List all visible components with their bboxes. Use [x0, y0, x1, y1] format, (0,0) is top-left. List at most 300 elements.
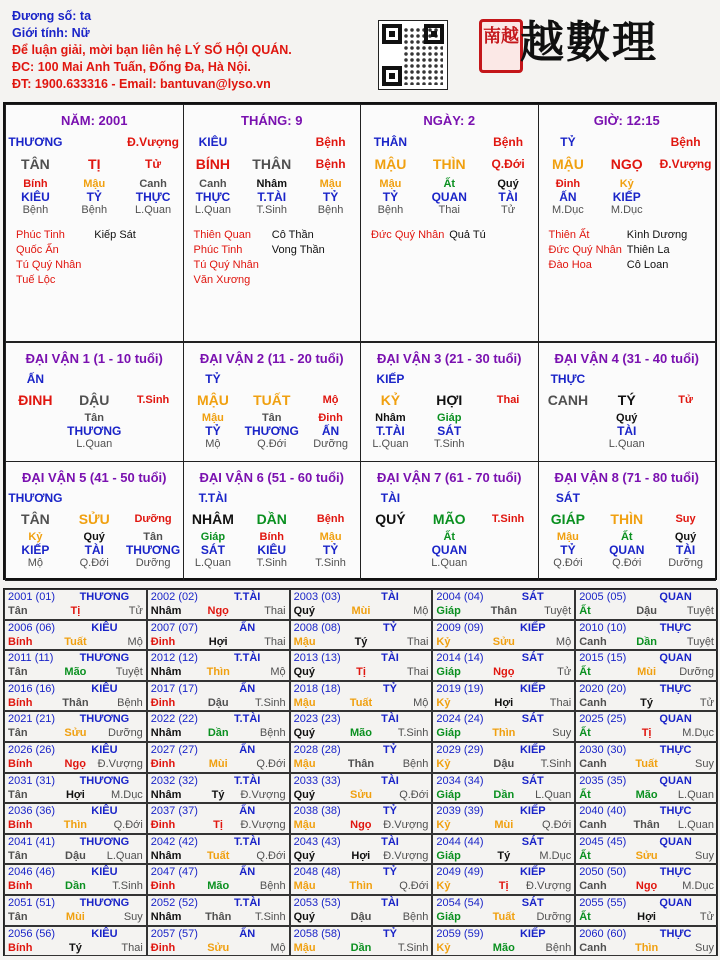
year-branch: Sửu — [492, 635, 515, 648]
hidden-stem: Tân — [143, 531, 163, 543]
year-state: Bệnh — [402, 911, 429, 923]
year-line2 — [148, 696, 289, 710]
year-state: Tuyệt — [544, 605, 572, 617]
year-label: 2054 (54) — [436, 897, 484, 909]
hidden-god: TỶ — [382, 190, 399, 204]
pillar-0 — [5, 104, 184, 342]
dai-van-hidden-row — [539, 412, 716, 424]
year-cell — [575, 711, 718, 742]
year-line1 — [5, 927, 146, 941]
dai-van-title: ĐẠI VẬN 4 (31 - 40 tuổi) — [554, 351, 699, 366]
year-branch: Mão — [64, 666, 87, 679]
year-line1 — [148, 927, 289, 941]
pillar-stars — [539, 228, 716, 273]
year-line2 — [291, 635, 432, 649]
hidden-stem: Giáp — [200, 531, 226, 543]
year-stem: Kỷ — [436, 941, 451, 954]
pillar-gods-row — [6, 190, 183, 204]
year-cell — [4, 773, 147, 804]
year-stem: Tân — [8, 666, 28, 679]
year-line1 — [291, 835, 432, 849]
hidden-stem: Nhâm — [256, 178, 288, 190]
dai-van-god: TÀI — [380, 491, 401, 505]
owner-name: Đương số: ta — [12, 9, 92, 23]
year-branch: Tuất — [349, 696, 373, 709]
year-cell — [4, 742, 147, 773]
dai-van-state-row — [539, 557, 716, 569]
year-stem: Quý — [293, 666, 315, 679]
year-cell — [432, 773, 575, 804]
year-line1 — [5, 743, 146, 757]
hidden-state: Thai — [438, 204, 460, 216]
hidden-stem: Mậu — [319, 531, 342, 543]
dai-van-god-row — [539, 372, 716, 386]
year-stem: Nhâm — [150, 849, 182, 862]
year-cell — [432, 864, 575, 895]
year-branch: Ngọ — [350, 819, 372, 832]
year-line1 — [576, 651, 717, 665]
hidden-stem: Giáp — [437, 412, 462, 424]
year-line2 — [148, 818, 289, 832]
dai-van-hgod-row — [361, 424, 538, 438]
year-state: Tử — [128, 605, 143, 617]
year-label: 2050 (50) — [579, 866, 627, 879]
year-state: Q.Đới — [256, 849, 286, 862]
stars-col — [94, 228, 172, 288]
year-state: M.Dục — [682, 880, 714, 893]
year-branch: Mão — [350, 727, 372, 740]
year-label: 2044 (44) — [436, 835, 484, 848]
year-state: Đ.Vượng — [383, 819, 429, 832]
year-stem: Ất — [579, 605, 591, 617]
stars-col — [16, 228, 94, 288]
dai-van-branch: SỬU — [78, 511, 110, 527]
dai-van-state: T.Sinh — [136, 394, 170, 406]
year-stem: Mậu — [293, 758, 316, 770]
year-branch: Thìn — [634, 941, 659, 954]
year-label: 2056 (56) — [8, 927, 56, 940]
address-line: ĐC: 100 Mai Anh Tuấn, Đống Đa, Hà Nội. — [12, 60, 251, 74]
year-branch: Mùi — [351, 605, 371, 617]
year-line2 — [148, 665, 289, 679]
year-line1 — [148, 865, 289, 879]
pillar-branch: NGỌ — [610, 156, 643, 172]
year-branch: Thìn — [63, 819, 88, 832]
year-label: 2035 (35) — [579, 774, 627, 787]
hidden-state: L.Quan — [194, 204, 231, 216]
hidden-stem: Tân — [261, 412, 282, 424]
year-line2 — [5, 665, 146, 679]
year-line1 — [291, 865, 432, 879]
year-stem: Ất — [579, 727, 591, 740]
pillar-branch: TỊ — [88, 156, 101, 172]
year-state: T.Sinh — [397, 941, 429, 954]
year-label: 2021 (21) — [8, 713, 56, 726]
year-label: 2013 (13) — [293, 652, 341, 665]
year-line2 — [433, 635, 574, 649]
hidden-god: QUAN — [431, 190, 467, 204]
pillar-state: Bệnh — [670, 135, 701, 149]
year-branch: Hợi — [494, 696, 514, 709]
year-cell — [4, 681, 147, 712]
star-item: Thiên Quan — [193, 229, 251, 241]
year-label: 2058 (58) — [293, 927, 341, 940]
year-state: Dưỡng — [536, 911, 572, 923]
hidden-state: L.Quan — [372, 438, 409, 450]
year-state: Đ.Vượng — [240, 819, 286, 832]
hidden-state: Bệnh — [317, 204, 344, 216]
year-branch: Mão — [492, 941, 515, 954]
year-cell — [147, 803, 290, 834]
dai-van-4 — [538, 342, 717, 462]
year-god: T.TÀI — [234, 591, 261, 603]
year-line1 — [5, 590, 146, 604]
hidden-state: Mộ — [205, 438, 221, 450]
pillar-stem: MẬU — [551, 156, 584, 172]
year-stem: Canh — [579, 758, 607, 770]
year-line1 — [576, 896, 717, 910]
hidden-state: Q.Đới — [612, 557, 642, 569]
pillar-state2: Q.Đới — [491, 157, 525, 171]
year-state: Suy — [695, 941, 714, 954]
dai-van-hidden-row — [184, 531, 361, 543]
year-cell — [290, 864, 433, 895]
year-line1 — [148, 804, 289, 818]
year-label: 2010 (10) — [579, 621, 627, 634]
hidden-god: SÁT — [200, 543, 225, 557]
hidden-god: QUAN — [609, 543, 645, 557]
year-label: 2027 (27) — [150, 744, 198, 756]
dai-van-hidden-row — [539, 531, 716, 543]
year-stem: Mậu — [293, 696, 316, 709]
year-state: Mộ — [555, 635, 572, 648]
year-line1 — [433, 590, 574, 604]
star-item: Kiếp Sát — [94, 229, 136, 241]
hidden-state: M.Dục — [552, 204, 584, 216]
dai-van-branch: TÝ — [617, 392, 636, 408]
pillar-can-row — [184, 156, 361, 172]
year-branch: Tị — [498, 880, 509, 893]
year-state: Mộ — [127, 635, 143, 648]
year-line1 — [148, 590, 289, 604]
year-state: T.Sinh — [255, 696, 286, 709]
year-label: 2031 (31) — [8, 774, 56, 787]
year-stem: Quý — [293, 788, 315, 801]
year-god: KIÊU — [91, 866, 118, 879]
dai-van-can-row — [539, 392, 716, 408]
year-line1 — [433, 651, 574, 665]
year-line1 — [5, 651, 146, 665]
year-god: THƯƠNG — [79, 591, 130, 603]
hidden-state: Mộ — [27, 557, 44, 569]
pillar-state: Bệnh — [493, 135, 524, 149]
pillar-state2: Bệnh — [315, 157, 346, 171]
dai-van-2 — [183, 342, 362, 462]
year-line1 — [291, 590, 432, 604]
year-stem: Ất — [579, 911, 591, 923]
hidden-state: T.Sinh — [256, 557, 288, 569]
year-state: L.Quan — [535, 788, 572, 801]
hidden-stem: Quý — [497, 178, 519, 190]
dai-van-stem: QUÝ — [375, 511, 406, 527]
dai-van-6 — [183, 461, 362, 581]
year-line1 — [576, 712, 717, 726]
year-god: TỶ — [382, 744, 398, 756]
year-stem: Đinh — [150, 758, 176, 770]
year-branch: Thân — [205, 911, 232, 923]
year-state: T.Sinh — [112, 880, 143, 893]
dai-van-stem: TÂN — [21, 511, 50, 527]
brand-logo: 越數理 — [520, 17, 658, 68]
pillar-branch: THÂN — [252, 156, 292, 172]
hidden-god: TÀI — [84, 543, 104, 557]
year-state: Thai — [264, 605, 286, 617]
year-branch: Thân — [633, 819, 660, 832]
dai-van-state: T.Sinh — [491, 513, 525, 525]
dai-van-title: ĐẠI VẬN 8 (71 - 80 tuổi) — [554, 470, 699, 485]
hidden-state: T.Sinh — [433, 438, 465, 450]
year-label: 2025 (25) — [579, 713, 627, 726]
year-cell — [290, 895, 433, 926]
year-branch: Mão — [635, 788, 658, 801]
hidden-stem: Ất — [620, 531, 633, 543]
year-state: L.Quan — [106, 849, 143, 862]
year-label: 2006 (06) — [8, 621, 56, 634]
year-line1 — [5, 896, 146, 910]
year-line2 — [433, 604, 574, 618]
year-cell — [432, 650, 575, 681]
dai-van-god-row — [539, 491, 716, 505]
year-line2 — [433, 757, 574, 771]
hidden-stem: Mậu — [319, 178, 342, 190]
year-stem: Bính — [8, 758, 33, 770]
hidden-state: L.Quan — [608, 438, 645, 450]
pillar-state2: Đ.Vượng — [659, 157, 712, 171]
hidden-god: THỰC — [195, 190, 231, 204]
star-item: Thiên La — [626, 244, 670, 256]
hidden-stem: Nhâm — [375, 412, 406, 424]
year-line2 — [576, 726, 717, 740]
year-label: 2009 (09) — [436, 621, 484, 634]
year-god: KIẾP — [519, 927, 546, 940]
year-line1 — [433, 743, 574, 757]
hidden-stem: Bính — [23, 178, 48, 190]
year-branch: Dần — [636, 635, 657, 648]
year-state: Suy — [123, 911, 143, 923]
year-line1 — [576, 804, 717, 818]
dai-van-can-row — [539, 511, 716, 527]
year-label: 2036 (36) — [8, 805, 56, 818]
pillar-gods-row — [539, 190, 716, 204]
hidden-stem: Kỷ — [28, 531, 43, 543]
year-god: T.TÀI — [234, 652, 261, 665]
dai-van-god: TỶ — [205, 372, 221, 386]
year-god: TỶ — [382, 927, 398, 940]
year-god: T.TÀI — [234, 774, 261, 787]
hidden-state: Dưỡng — [313, 438, 348, 450]
year-state: Tử — [699, 911, 714, 923]
year-branch: Dậu — [636, 605, 657, 617]
hidden-state: L.Quan — [194, 557, 231, 569]
year-branch: Mão — [207, 880, 230, 893]
year-god: TÀI — [381, 713, 399, 726]
year-label: 2045 (45) — [579, 835, 627, 848]
year-branch: Dần — [65, 880, 86, 893]
dai-van-hidden-row — [361, 412, 538, 424]
year-label: 2046 (46) — [8, 866, 56, 879]
year-line1 — [433, 804, 574, 818]
year-stem: Nhâm — [150, 911, 182, 923]
year-line1 — [291, 682, 432, 696]
year-stem: Mậu — [293, 635, 316, 648]
year-branch: Mùi — [65, 911, 85, 923]
year-line2 — [5, 879, 146, 893]
year-god: TỶ — [382, 866, 398, 879]
year-branch: Hợi — [351, 849, 371, 862]
year-line2 — [148, 604, 289, 618]
year-line2 — [291, 910, 432, 924]
dai-van-hgod-row — [6, 424, 183, 438]
hidden-state: T.Sinh — [256, 204, 288, 216]
year-stem: Đinh — [150, 941, 176, 954]
year-state: T.Sinh — [540, 758, 572, 770]
year-state: Thai — [407, 635, 429, 648]
star-item: Cô Thần — [271, 229, 314, 241]
year-line2 — [433, 726, 574, 740]
year-branch: Tý — [497, 849, 511, 862]
year-branch: Mùi — [494, 819, 514, 832]
year-stem: Quý — [293, 605, 315, 617]
year-line2 — [433, 941, 574, 955]
year-branch: Ngọ — [635, 880, 658, 893]
qr-code-icon — [378, 20, 448, 90]
year-line2 — [5, 726, 146, 740]
hidden-stem: Đinh — [555, 178, 581, 190]
year-label: 2049 (49) — [436, 866, 484, 879]
year-label: 2055 (55) — [579, 897, 627, 909]
year-line2 — [433, 696, 574, 710]
year-label: 2024 (24) — [436, 713, 484, 726]
year-stem: Canh — [579, 819, 607, 832]
star-item: Tú Quý Nhân — [16, 259, 82, 271]
year-cell — [575, 803, 718, 834]
year-line1 — [291, 712, 432, 726]
year-stem: Đinh — [150, 880, 176, 893]
year-branch: Sửu — [207, 941, 230, 954]
year-god: ẤN — [239, 927, 256, 940]
star-item: Quả Tú — [449, 229, 486, 241]
dai-van-hidden-row — [6, 412, 183, 424]
hidden-state: T.Sinh — [315, 557, 346, 569]
dai-van-title: ĐẠI VẬN 1 (1 - 10 tuổi) — [25, 351, 163, 366]
year-stem: Ất — [579, 788, 591, 801]
dai-van-god-row — [6, 491, 183, 505]
year-state: Q.Đới — [399, 880, 429, 893]
year-line1 — [291, 774, 432, 788]
year-line2 — [576, 910, 717, 924]
year-cell — [290, 803, 433, 834]
year-line1 — [148, 743, 289, 757]
seal-text: 南越 — [483, 26, 519, 47]
year-stem: Đinh — [150, 819, 176, 832]
year-line2 — [5, 757, 146, 771]
dai-van-stem: MẬU — [196, 392, 229, 408]
year-branch: Tị — [641, 727, 652, 740]
year-branch: Dần — [207, 727, 229, 740]
year-stem: Kỷ — [436, 880, 451, 893]
star-item: Phúc Tinh — [16, 229, 65, 241]
year-state: Dưỡng — [108, 727, 143, 740]
hidden-stem: Ất — [443, 531, 456, 543]
hidden-state: Bệnh — [377, 204, 404, 216]
year-god: TỶ — [382, 621, 398, 634]
year-label: 2026 (26) — [8, 744, 56, 756]
hidden-stem: Canh — [199, 178, 227, 190]
year-line1 — [433, 835, 574, 849]
dai-van-state-row — [361, 438, 538, 450]
year-line1 — [5, 835, 146, 849]
hidden-god: QUAN — [431, 543, 467, 557]
year-state: Đ.Vượng — [383, 849, 429, 862]
year-state: Tử — [699, 696, 714, 709]
star-item: Phúc Tinh — [193, 244, 243, 256]
hidden-god: T.TÀI — [257, 190, 287, 204]
year-line1 — [433, 682, 574, 696]
year-label: 2016 (16) — [8, 682, 56, 695]
pillar-states-row — [6, 204, 183, 216]
year-label: 2041 (41) — [8, 835, 56, 848]
year-cell — [4, 589, 147, 620]
year-god: QUAN — [659, 652, 692, 665]
year-state: Bệnh — [402, 758, 429, 770]
year-god: THỰC — [659, 744, 692, 756]
year-line1 — [148, 621, 289, 635]
year-state: M.Dục — [111, 788, 143, 801]
year-stem: Giáp — [436, 849, 461, 862]
hidden-stem: Mậu — [379, 178, 402, 190]
year-cell — [575, 589, 718, 620]
year-stem: Nhâm — [150, 788, 182, 801]
year-label: 2042 (42) — [150, 835, 198, 848]
year-label: 2018 (18) — [293, 682, 341, 695]
year-branch: Tị — [213, 819, 223, 832]
hidden-state: M.Dục — [610, 204, 643, 216]
pillar-2 — [360, 104, 539, 342]
year-cell — [147, 650, 290, 681]
dai-van-god-row — [6, 372, 183, 386]
dai-van-1 — [5, 342, 184, 462]
header-info — [12, 8, 292, 93]
year-label: 2032 (32) — [150, 774, 198, 787]
pillar-state2: Tử — [145, 157, 162, 171]
year-state: Tuyệt — [115, 666, 143, 679]
stars-col — [449, 228, 527, 243]
year-state: Tuyệt — [686, 605, 714, 617]
year-stem: Canh — [579, 635, 607, 648]
year-branch: Tị — [356, 666, 366, 679]
year-line1 — [148, 712, 289, 726]
year-branch: Thân — [347, 758, 375, 770]
bazi-chart — [3, 102, 717, 580]
year-branch: Ngọ — [493, 666, 515, 679]
year-branch: Tuất — [207, 849, 230, 862]
year-branch: Tý — [354, 635, 368, 648]
year-label: 2002 (02) — [150, 591, 198, 603]
year-line1 — [148, 682, 289, 696]
dai-van-state: Dưỡng — [134, 513, 172, 525]
year-label: 2060 (60) — [579, 927, 627, 940]
hidden-state: L.Quan — [431, 557, 468, 569]
